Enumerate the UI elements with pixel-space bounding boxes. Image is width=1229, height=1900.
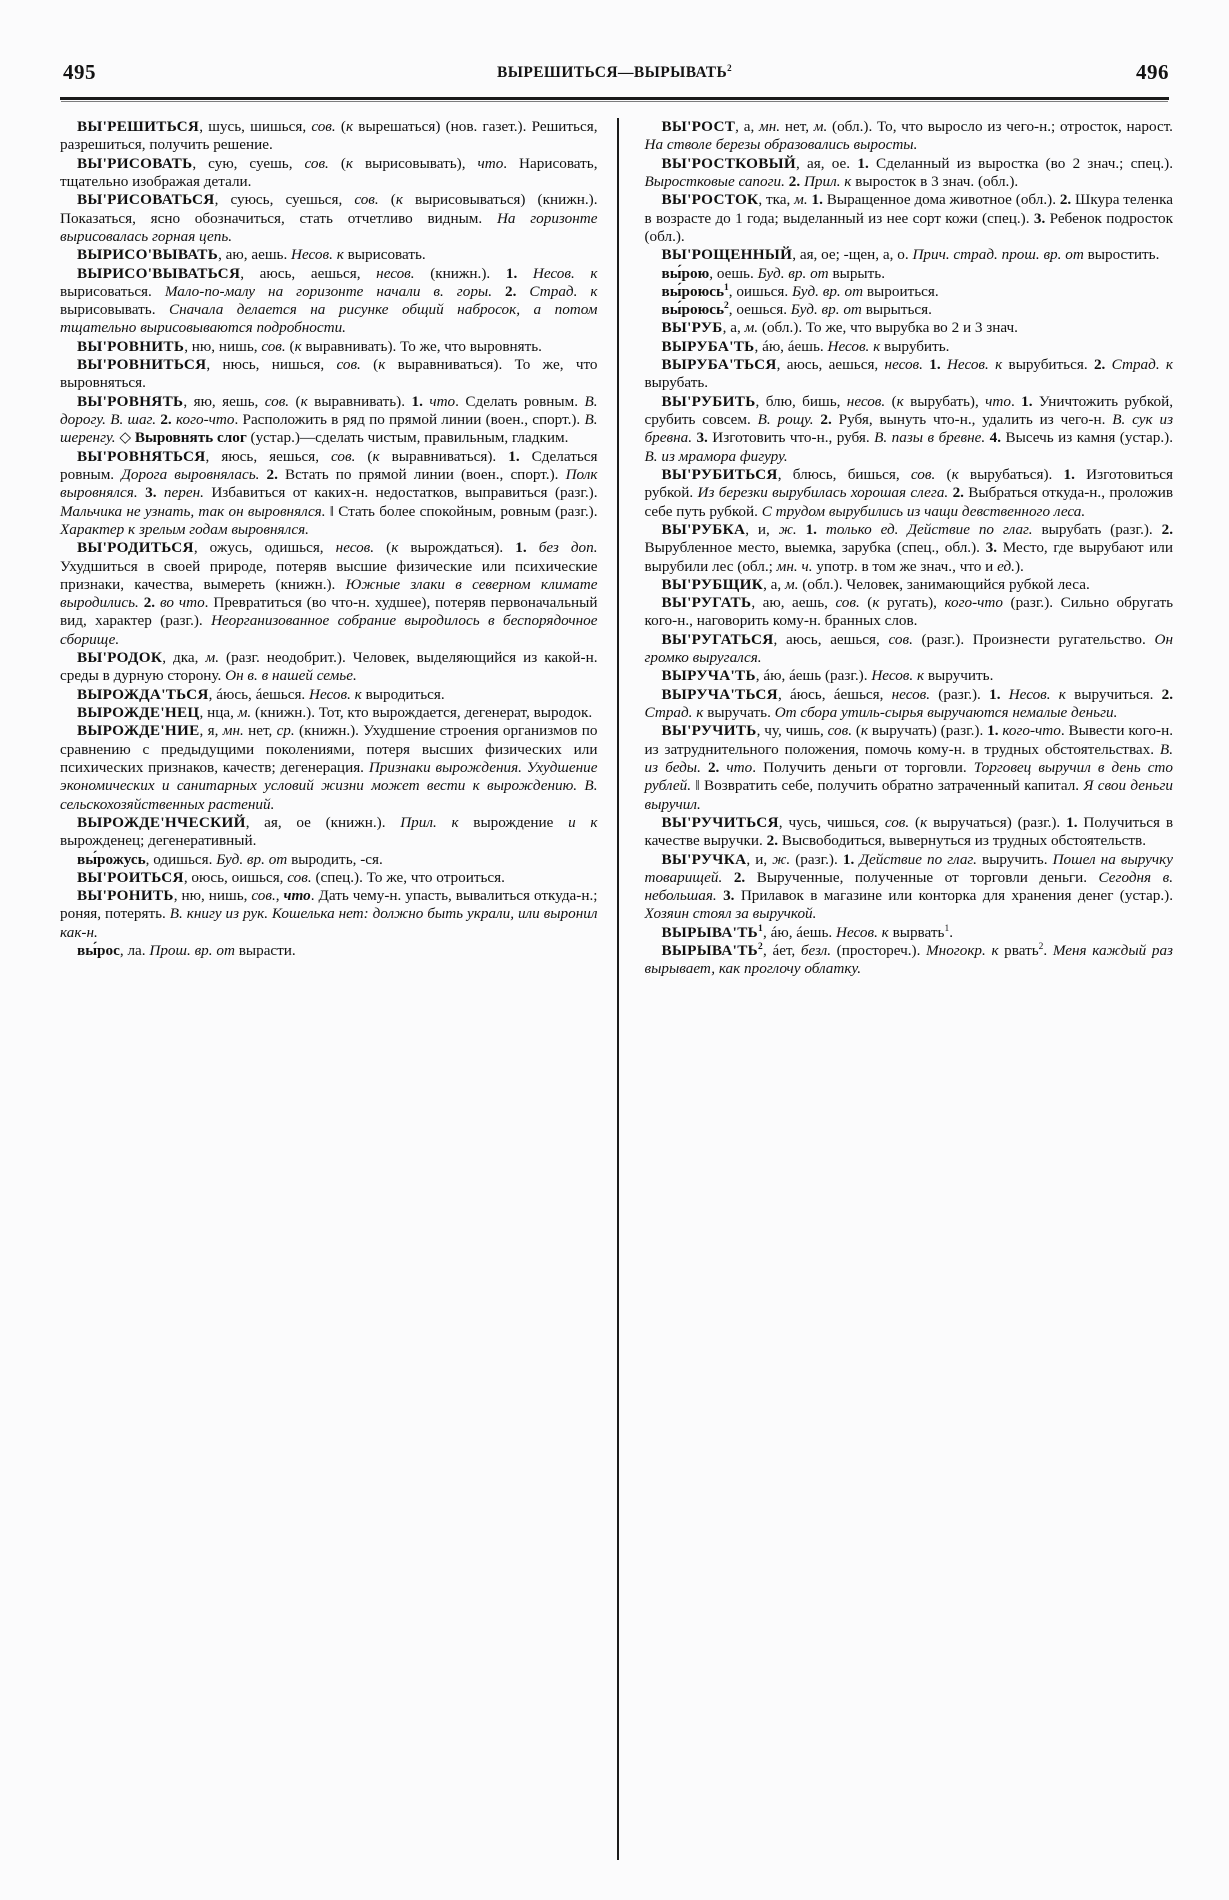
dictionary-entry: ВЫ'РЕШИТЬСЯ, шусь, шишься, сов. (к вырешаться) (нов. газет.). Решиться, разрешиться, получить решение. (60, 118, 598, 154)
dictionary-entry: ВЫ'РУБКА, и, ж. 1. только ед. Действие по глаг. вырубать (разг.). 2. Вырубленное место, выемка, зарубка (спец., обл.). 3. Место, где вырубают или вырубили лес (обл.; мн. ч. употр. в том же знач., что и ед.). (644, 520, 1174, 575)
folio-left: 495 (63, 60, 96, 84)
dictionary-entry: ВЫ'РОВНЯТЬ, яю, яешь, сов. (к выравнивать). 1. что. Сделать ровным. В. дорогу. В. шаг. 2. кого-что. Расположить в ряд по прямой линии (воен., спорт.). В. шеренгу. ◇ Выровнять слог (устар.)—сделать чистым, правильным, гладким. (60, 392, 598, 447)
dictionary-entry: ВЫРУБА'ТЬСЯ, аюсь, аешься, несов. 1. Несов. к вырубиться. 2. Страд. к вырубать. (644, 356, 1174, 392)
dictionary-entry: вы́роюсь$^2$, оешься. Буд. вр. от вырыться. (661, 301, 932, 319)
dictionary-entry: $ВЫРЫВА'ТЬ^2$, áет, безл. (простореч.). Многокр. к рвать$^2$. Меня каждый раз вырывает, как проглочу облатку. (644, 942, 1173, 978)
dictionary-entry: ВЫ'РОЩЕННЫЙ, ая, ое; -щен, а, о. Прич. страд. прош. вр. от выростить. (661, 246, 1160, 264)
dictionary-entry: ВЫ'РОСТКОВЫЙ, ая, ое. 1. Сделанный из выростка (во 2 знач.; спец.). Выростковые сапоги. 2. Прил. к выросток в 3 знач. (обл.). (644, 154, 1173, 190)
column-left (60, 118, 617, 1860)
dictionary-entry: вы́рожусь, одишься. Буд. вр. от выродить, -ся. (77, 850, 383, 868)
dictionary-entry: ВЫ'РОСТ, а, мн. нет, м. (обл.). То, что выросло из чего-н.; отросток, нарост. На стволе березы образовались выросты. (644, 118, 1173, 154)
dictionary-entry: ВЫРОЖДА'ТЬСЯ, áюсь, áешься. Несов. к выродиться. (77, 685, 445, 703)
dictionary-entry: ВЫ'РОВНЯТЬСЯ, яюсь, яешься, сов. (к выравниваться). 1. Сделаться ровным. Дорога выровнялась. 2. Встать по прямой линии (воен., спорт.). Полк выровнялся. 3. перен. Избавиться от каких-н. недостатков, выправиться (разг.). Мальчика не узнать, так он выровнялся. ǁ Стать более спокойным, ровным (разг.). Характер к зрелым годам выровнялся. (60, 447, 598, 538)
running-title-text: ВЫРЕШИТЬСЯ—ВЫРЫВАТЬ (496, 64, 728, 81)
running-title-superscript: 2 (727, 62, 733, 73)
running-title (60, 64, 1169, 82)
dictionary-entry: ВЫ'РОДИТЬСЯ, ожусь, одишься, несов. (к вырождаться). 1. без доп. Ухудшиться в своей природе, потеряв высшие физические или психические признаки, качества, вымереть (книжн.). Южные злаки в северном климате выродились. 2. во что. Превратиться (во что-н. худшее), потеряв первоначальный вид, характер (разг.). Неорганизованное собрание выродилось в беспорядочное сборище. (60, 539, 598, 648)
dictionary-entry: ВЫРИСО'ВЫВАТЬ, аю, аешь. Несов. к вырисовать. (77, 246, 426, 264)
dictionary-entry: ВЫРОЖДЕ'НЧЕСКИЙ, ая, ое (книжн.). Прил. к вырождение и к вырожденец; дегенеративный. (60, 813, 598, 850)
text-body (60, 118, 1173, 1860)
dictionary-entry: ВЫ'РУЧКА, и, ж. (разг.). 1. Действие по глаг. выручить. Пошел на выручку товарищей. 2. Вырученные, полученные от торговли деньги. Сегодня в. небольшая. 3. Прилавок в магазине или конторка для хранения денег (устар.). Хозяин стоял за выручкой. (644, 850, 1173, 923)
dictionary-entry: ВЫРУЧА'ТЬСЯ, áюсь, áешься, несов. (разг.). 1. Несов. к выручиться. 2. Страд. к выручать. От сбора утиль-сырья выручаются немалые деньги. (644, 685, 1173, 721)
dictionary-entry: ВЫ'РУГАТЬСЯ, аюсь, аешься, сов. (разг.). Произнести ругательство. Он громко выругался. (644, 630, 1173, 667)
column-right (617, 118, 1174, 1860)
dictionary-entry: ВЫРУБА'ТЬ, áю, áешь. Несов. к вырубить. (661, 337, 950, 355)
dictionary-entry: ВЫ'РОВНИТЬ, ню, нишь, сов. (к выравнивать). То же, что выровнять. (77, 337, 542, 355)
dictionary-entry: ВЫ'РУБ, а, м. (обл.). То же, что вырубка во 2 и 3 знач. (661, 319, 1018, 337)
dictionary-entry: ВЫ'РУГАТЬ, аю, аешь, сов. (к ругать), кого-что (разг.). Сильно обругать кого-н., наговорить кому-н. бранных слов. (644, 594, 1174, 630)
dictionary-entry: ВЫРОЖДЕ'НЕЦ, нца, м. (книжн.). Тот, кто вырождается, дегенерат, выродок. (77, 704, 593, 721)
dictionary-entry: ВЫ'РУЧИТЬ, чу, чишь, сов. (к выручать) (разг.). 1. кого-что. Вывести кого-н. из затруднительного положения, помочь кому-н. в трудных обстоятельствах. В. из беды. 2. что. Получить деньги от торговли. Торговец выручил в день сто рублей. ǁ Возвратить себе, получить обратно затраченный капитал. Я свои деньги выручил. (644, 722, 1173, 813)
header-rule (60, 97, 1169, 100)
dictionary-entry: ВЫРИСО'ВЫВАТЬСЯ, аюсь, аешься, несов. (книжн.). 1. Несов. к вырисоваться. Мало-по-малу на горизонте начали в. горы. 2. Страд. к вырисовывать. Сначала делается на рисунке общий набросок, а потом тщательно вырисовываются подробности. (60, 264, 598, 337)
dictionary-entry: ВЫ'РОДОК, дка, м. (разг. неодобрит.). Человек, выделяющийся из какой-н. среды в дурную сторону. Он в. в нашей семье. (60, 649, 598, 685)
dictionary-entry: вы́рос, ла. Прош. вр. от вырасти. (77, 942, 296, 960)
dictionary-entry: ВЫРУЧА'ТЬ, áю, áешь (разг.). Несов. к выручить. (661, 667, 994, 685)
dictionary-entry: ВЫ'РУБЩИК, а, м. (обл.). Человек, занимающийся рубкой леса. (661, 575, 1090, 593)
dictionary-entry: $ВЫРЫВА'ТЬ^1$, áю, áешь. Несов. к вырвать$^1$. (661, 923, 953, 941)
folio-right: 496 (1136, 60, 1169, 84)
dictionary-entry: ВЫРОЖДЕ'НИЕ, я, мн. нет, ср. (книжн.). Ухудшение строения организмов по сравнению с предыдущими поколениями, потеря высших физических или психических признаков, качеств; дегенерация. Признаки вырождения. Ухудшение экономических и санитарных условий жизни может вести к вырождению. В. сельскохозяйственных растений. (60, 722, 598, 813)
dictionary-entry: ВЫ'РОВНИТЬСЯ, нюсь, нишься, сов. (к выравниваться). То же, что выровняться. (60, 356, 598, 392)
dictionary-entry: ВЫ'РОСТОК, тка, м. 1. Выращенное дома животное (обл.). 2. Шкура теленка в возрасте до 1 года; выделанный из нее сорт кожи (спец.). 3. Ребенок подросток (обл.). (644, 191, 1174, 245)
dictionary-entry: вы́рою, оешь. Буд. вр. от вырыть. (661, 264, 885, 282)
running-head (60, 60, 1169, 90)
dictionary-entry: ВЫ'РОНИТЬ, ню, нишь, сов., что. Дать чему-н. упасть, вывалиться откуда-н.; роняя, потерять. В. книгу из рук. Кошелька нет: должно быть украли, или выронил как-н. (60, 887, 598, 941)
dictionary-entry: ВЫ'РУЧИТЬСЯ, чусь, чишься, сов. (к выручаться) (разг.). 1. Получиться в качестве выручки. 2. Высвободиться, вывернуться из трудных обстоятельств. (644, 813, 1174, 850)
dictionary-entry: ВЫ'РУБИТЬСЯ, блюсь, бишься, сов. (к вырубаться). 1. Изготовиться рубкой. Из березки вырубилась хорошая слега. 2. Выбраться откуда-н., проложив себе путь рубкой. С трудом вырубились из чащи девственного леса. (644, 465, 1174, 520)
dictionary-entry: ВЫ'РУБИТЬ, блю, бишь, несов. (к вырубать), что. 1. Уничтожить рубкой, срубить совсем. В. рощу. 2. Рубя, вынуть что-н., удалить из чего-н. В. сук из бревна. 3. Изготовить что-н., рубя. В. пазы в бревне. 4. Высечь из камня (устар.). В. из мрамора фигуру. (644, 392, 1174, 465)
dictionary-entry: вы́роюсь$^1$, оишься. Буд. вр. от выроиться. (661, 282, 939, 300)
dictionary-entry: ВЫ'РИСОВАТЬСЯ, суюсь, суешься, сов. (к вырисовываться) (книжн.). Показаться, ясно обозначиться, стать отчетливо видным. На горизонте вырисовалась горная цепь. (60, 191, 598, 245)
dictionary-entry: ВЫ'РОИТЬСЯ, оюсь, оишься, сов. (спец.). То же, что отроиться. (77, 868, 505, 886)
dictionary-entry: ВЫ'РИСОВАТЬ, сую, суешь, сов. (к вырисовывать), что. Нарисовать, тщательно изображая детали. (60, 154, 598, 190)
